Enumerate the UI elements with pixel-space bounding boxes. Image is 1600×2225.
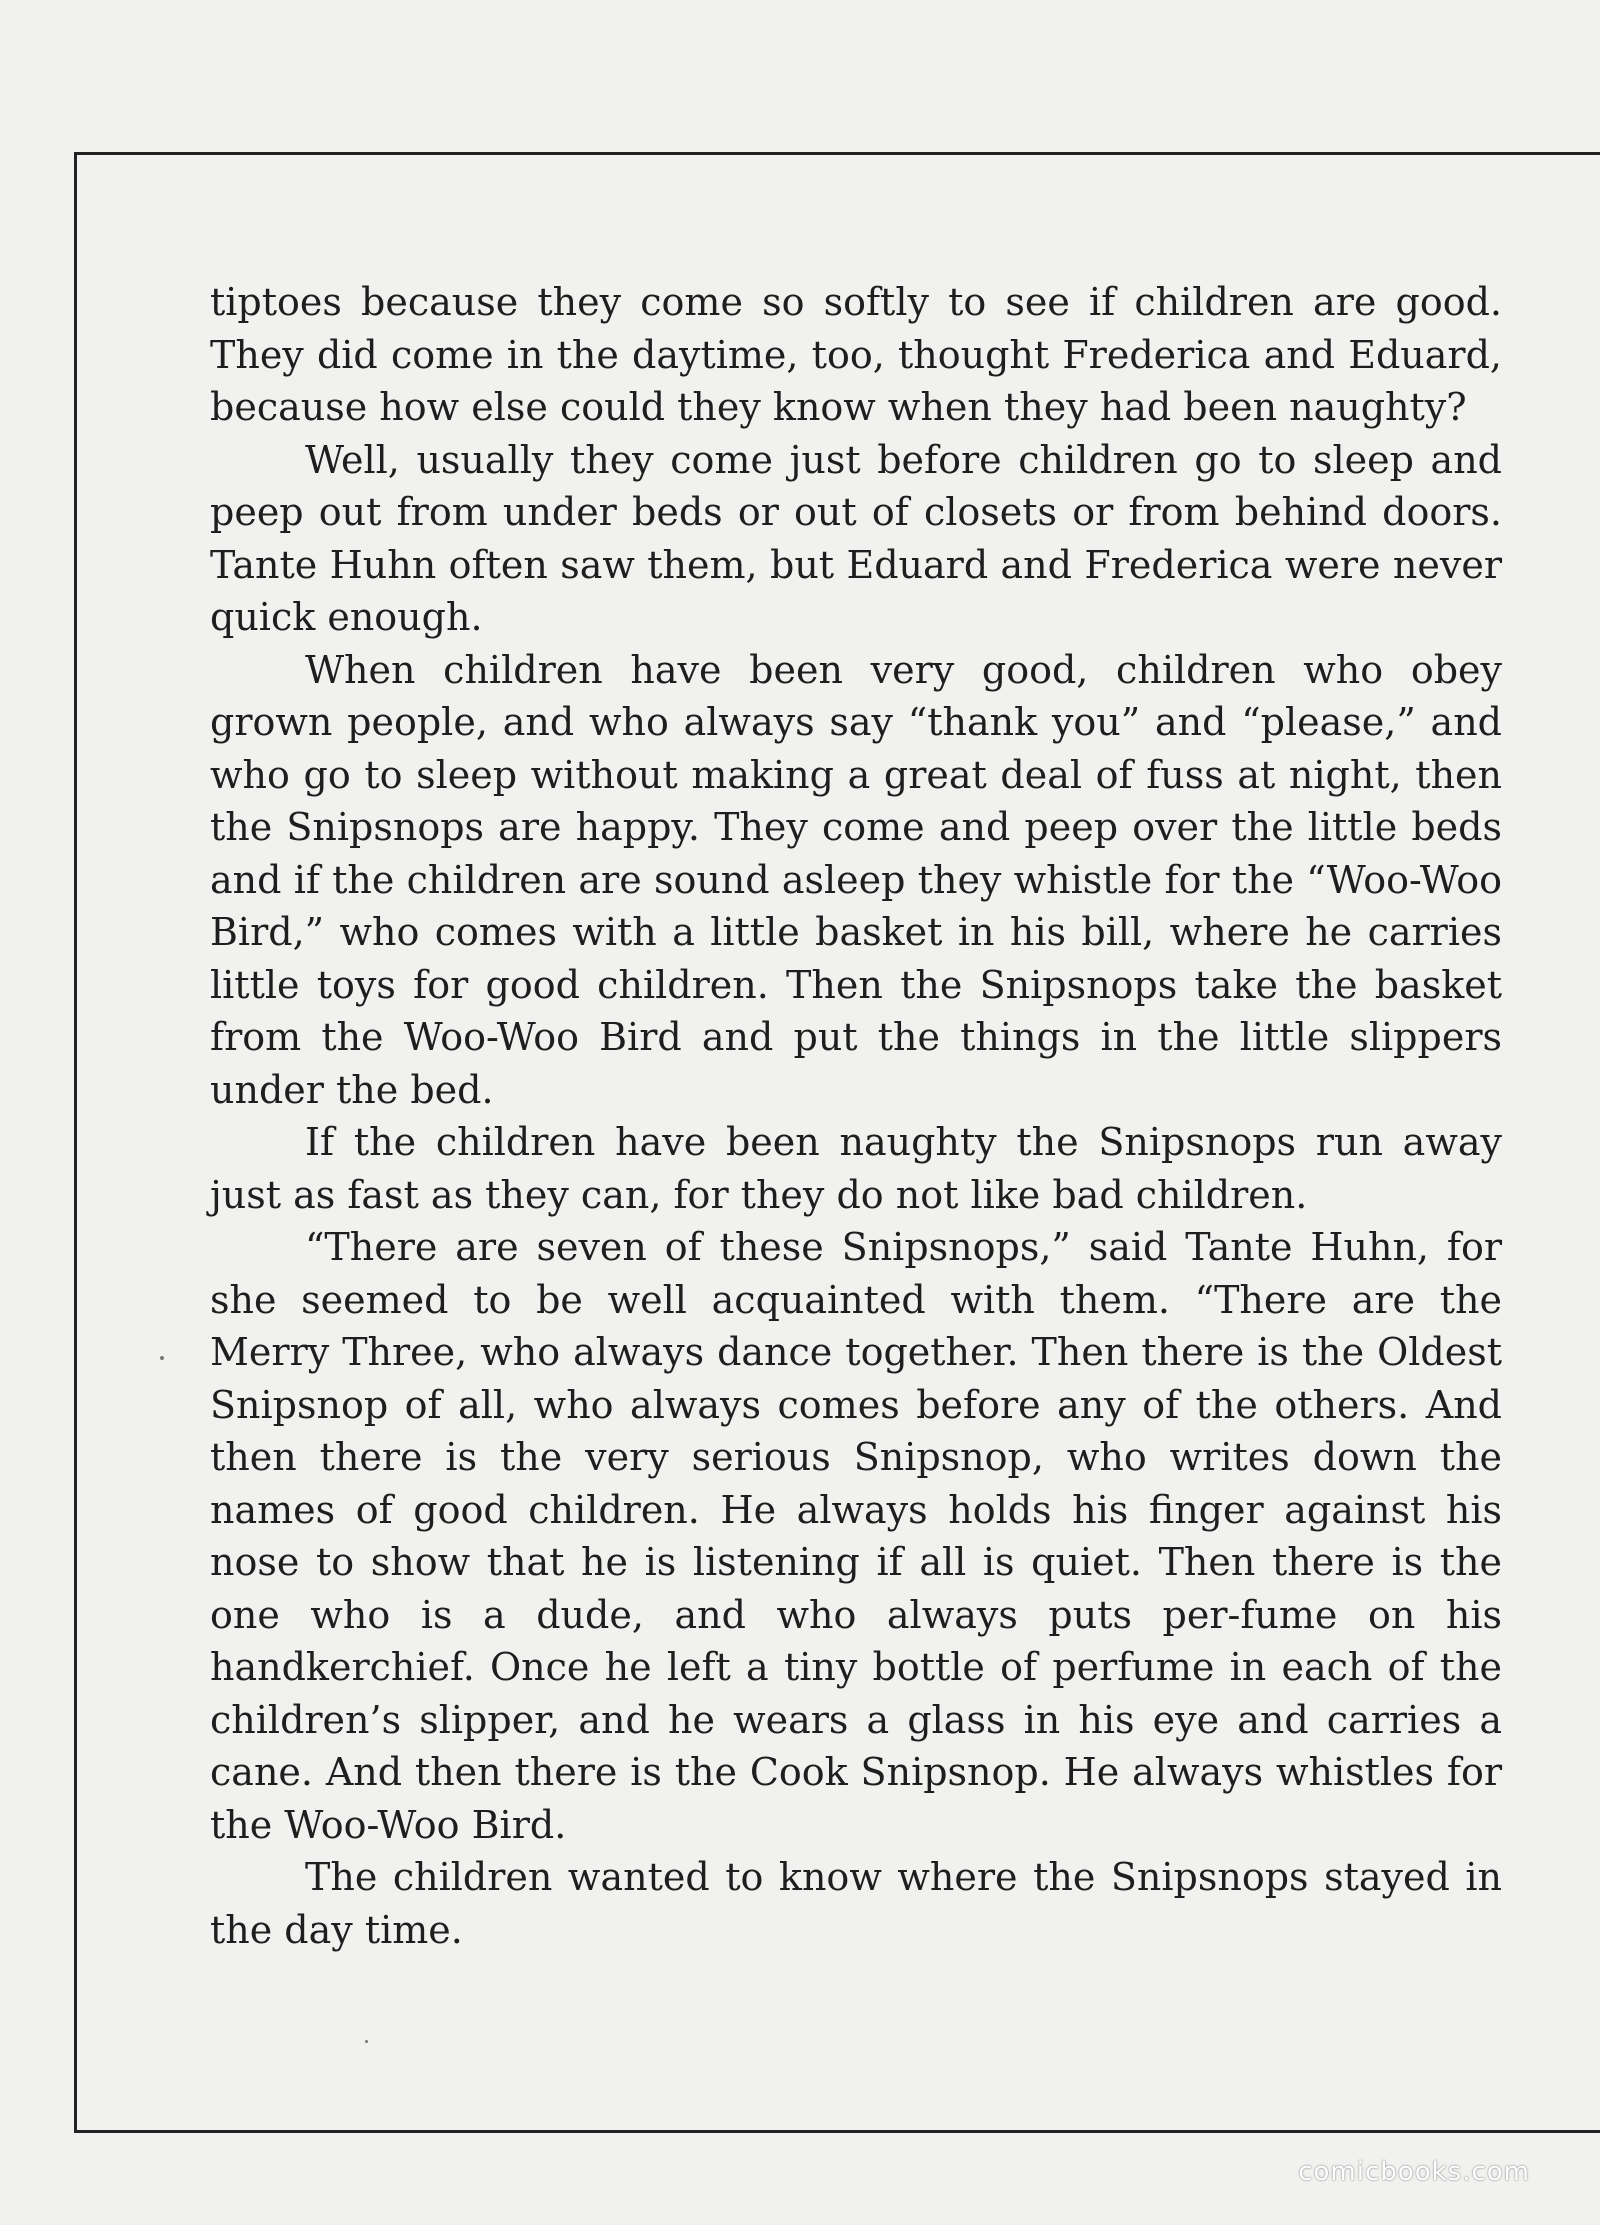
watermark: comicbooks.com	[1298, 2157, 1530, 2187]
paragraph: When children have been very good, children who obey grown people, and who always say “thank you” and “please,” and who go to sleep without making a great deal of fuss at night, then the Snipsnops are happy. They come and peep over the little beds and if the children are sound asleep they whistle for the “Woo-Woo Bird,” who comes with a little basket in his bill, where he carries little toys for good children. Then the Snipsnops take the basket from the Woo-Woo Bird and put the things in the little slippers under the bed.	[210, 647, 1502, 1112]
paragraph: If the children have been naughty the Snipsnops run away just as fast as they can, for they do not like bad children.	[210, 1120, 1502, 1217]
dust-speck	[365, 2040, 368, 2043]
dust-speck	[160, 1356, 164, 1360]
paragraph: “There are seven of these Snipsnops,” said Tante Huhn, for she seemed to be well acquainted with them. “There are the Merry Three, who always dance together. Then there is the Oldest Snipsnop of all, who always comes before any of the others. And then there is the very serious Snipsnop, who writes down the names of good children. He always holds his finger against his nose to show that he is listening if all is quiet. Then there is the one who is a dude, and who always puts per-fume on his handkerchief. Once he left a tiny bottle of perfume in each of the children’s slipper, and he wears a glass in his eye and carries a cane. And then there is the Cook Snipsnop. He always whistles for the Woo-Woo Bird.	[210, 1225, 1502, 1847]
story-text	[210, 276, 1502, 1956]
paragraph: Well, usually they come just before children go to sleep and peep out from under beds or out of closets or from behind doors. Tante Huhn often saw them, but Eduard and Frederica were never quick enough.	[210, 437, 1502, 639]
paragraph: The children wanted to know where the Snipsnops stayed in the day time.	[210, 1855, 1502, 1952]
paragraph: tiptoes because they come so softly to see if children are good. They did come in the daytime, too, thought Frederica and Eduard, because how else could they know when they had been naughty?	[210, 280, 1502, 429]
